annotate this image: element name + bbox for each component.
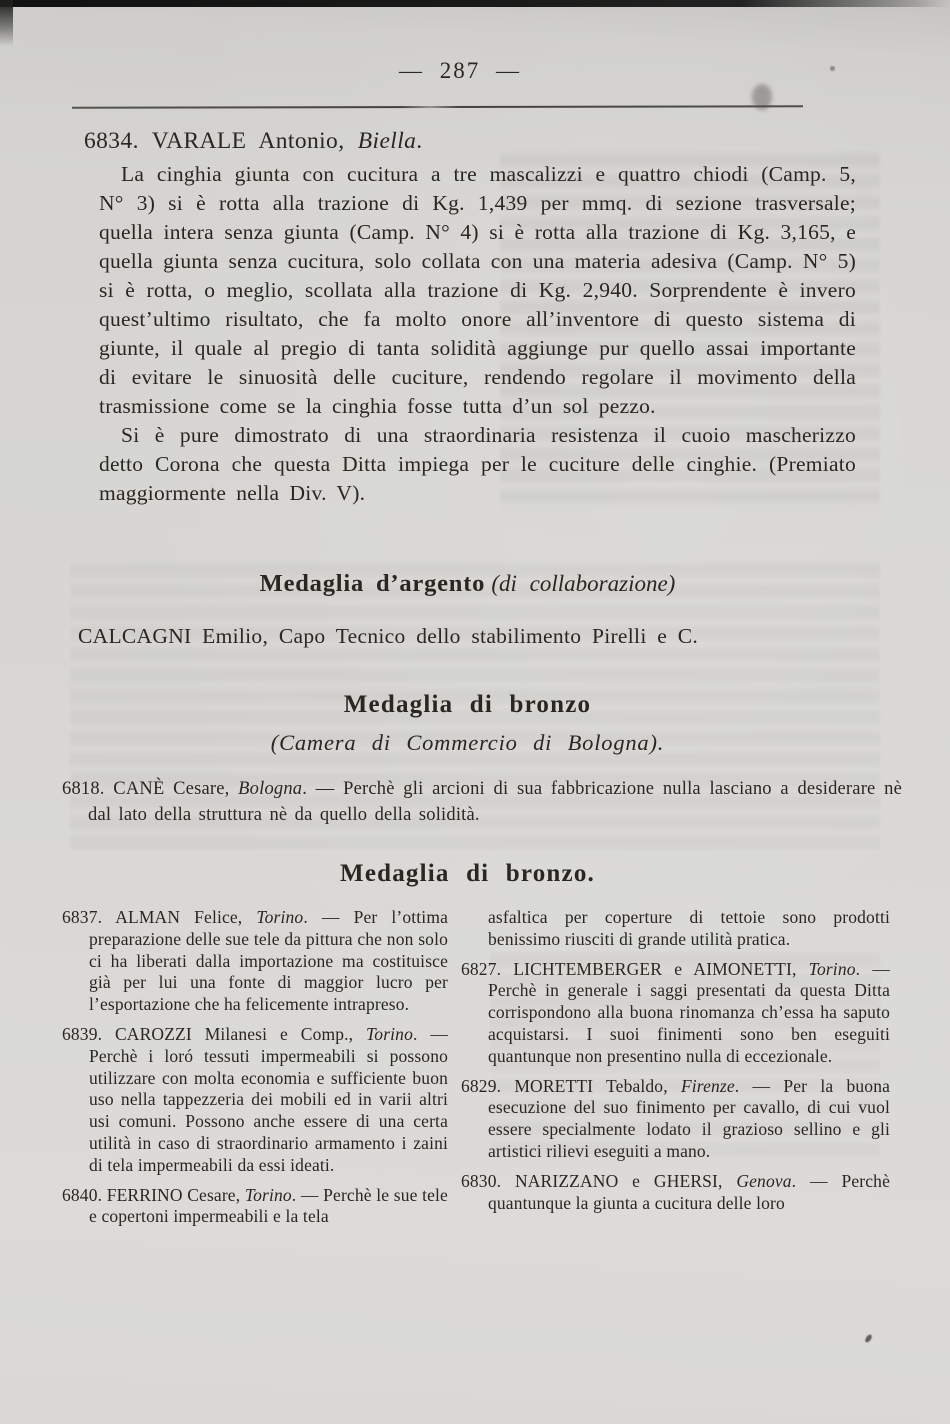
scan-speck — [864, 1333, 873, 1343]
column-left — [62, 907, 448, 1236]
heading-camera-commercio: (Camera di Commercio di Bologna). — [270, 730, 665, 755]
entry-6818 — [62, 776, 902, 828]
entry-6840-number-name: 6840. FERRINO Cesare, — [62, 1184, 245, 1205]
entry-6829-text: . — Per la buona esecuzione del suo finimento per cavallo, di cui vuol essere specialmente lodato il grazioso sellino e gli artistici rilievi eseguiti a mano. — [488, 1075, 891, 1161]
entry-6830 — [461, 1171, 890, 1215]
heading-medaglia-argento — [0, 570, 935, 598]
entry-6840-city: Torino — [244, 1184, 292, 1205]
entry-6829-number-name: 6829. MORETTI Tebaldo, — [461, 1075, 681, 1096]
header-rule — [72, 105, 803, 109]
entry-6837-number-name: 6837. ALMAN Felice, — [62, 907, 257, 927]
entry-6818-number-name: 6818. CANÈ Cesare, — [62, 779, 239, 799]
entry-6834-heading — [84, 128, 423, 155]
entry-6840-text: . — Perchè le sue tele e copertoni impermeabili e la tela — [89, 1184, 448, 1227]
entry-6827-number-name: 6827. LICHTEMBERGER e AIMONETTI, — [461, 958, 809, 979]
entry-6834-paragraph-2: Si è pure dimostrato di una straordinaria resistenza il cuoio mascherizzo detto Corona che questa Ditta impiega per le cuciture delle cinghie. (Premiato maggiormente nella Div. V). — [99, 423, 856, 505]
heading-medaglia-bronzo-1: Medaglia di bronzo — [343, 691, 592, 718]
entry-6827-city: Torino — [808, 958, 856, 979]
entry-6818-city: Bologna — [238, 779, 303, 799]
entry-6834-period: . — [416, 128, 423, 154]
entry-6837 — [62, 907, 448, 1016]
entry-6834-paragraph-1: La cinghia giunta con cucitura a tre mascalizzi e quattro chiodi (Camp. 5, N° 3) si è rotta alla trazione di Kg. 1,439 per mmq. di sezione trasversale; quella intera senza giunta (Camp. N° 4) si è rotta alla trazione di Kg. 3,165, e quella giunta senza cucitura, solo collata con una materia adesiva (Camp. N° 5) si è rotta, o meglio, scollata alla trazione di Kg. 2,940. Sorprendente è invero quest’ultimo risultato, che fa molto onore all’inventore di questo sistema di giunte, il quale al pregio di tanta solidità aggiunge pur quello assai importante di evitare le sinuosità delle cuciture, rendendo regolare il movimento della trasmissione come se la cinghia fosse tutta d’un sol pezzo. — [99, 162, 856, 418]
entry-6839-city: Torino — [366, 1023, 413, 1044]
entry-6830-number-name: 6830. NARIZZANO e GHERSI, — [461, 1170, 737, 1191]
page-number: — 287 — — [399, 58, 521, 83]
entry-6837-city: Torino — [256, 907, 304, 927]
entry-6834-body — [99, 160, 856, 508]
entry-6830-text: . — Perchè quantunque la giunta a cucitura delle loro — [488, 1170, 890, 1213]
entry-6829 — [461, 1076, 890, 1163]
entry-6834-number-name: 6834. VARALE Antonio, — [84, 128, 358, 154]
entry-6830-city: Genova — [736, 1170, 792, 1191]
entry-6827-text: . — Perchè in generale i saggi presentati da questa Ditta corrispondono alla buona rinomanza ch’essa ha saputo acquistarsi. I suoi finimenti sono ben eseguiti quantunque non presentino nulla di eccezionale. — [488, 958, 890, 1066]
column-right — [461, 907, 890, 1236]
scan-edge-top — [0, 0, 950, 7]
entry-6840-continuation: asfaltica per coperture di tettoie sono prodotti benissimo riusciti di grande utilità pratica. — [488, 907, 890, 949]
entry-6837-text: . — Per l’ottima preparazione delle sue tele da pittura che non solo ci ha liberati dalla importazione ma costituisce già per lui una fonte di maggior lucro per l’esportazione che ha felicemente intrapreso. — [89, 907, 448, 1015]
heading-medaglia-argento-subtitle: (di collaborazione) — [491, 571, 676, 596]
entry-calcagni: CALCAGNI Emilio, Capo Tecnico dello stabilimento Pirelli e C. — [78, 624, 699, 648]
entry-6829-city: Firenze — [680, 1075, 735, 1096]
heading-medaglia-bronzo-2: Medaglia di bronzo. — [340, 860, 595, 887]
entry-6834-city: Biella — [357, 128, 417, 154]
scan-edge-corner — [0, 0, 13, 46]
entry-6818-text: . — Perchè gli arcioni di sua fabbricazione nulla lasciano a desiderare nè dal lato della struttura nè da quello della solidità. — [88, 779, 903, 825]
entry-6827 — [461, 959, 890, 1068]
entry-6839 — [62, 1024, 448, 1177]
heading-medaglia-argento-title: Medaglia d’argento — [259, 570, 486, 597]
entry-6839-number-name: 6839. CAROZZI Milanesi e Comp., — [62, 1023, 367, 1044]
entry-6840 — [62, 1185, 448, 1229]
entry-6839-text: . — Perchè i loró tessuti impermeabili si possono utilizzare con molta economia e sufficiente buon uso nella tappezzeria dei mobili ed in varii altri usi comuni. Possono anche essere di una certa utilità in caso di straordinario armamento i zaini di tela impermeabili da essi ideati. — [89, 1023, 449, 1175]
two-column-section — [62, 907, 890, 1236]
